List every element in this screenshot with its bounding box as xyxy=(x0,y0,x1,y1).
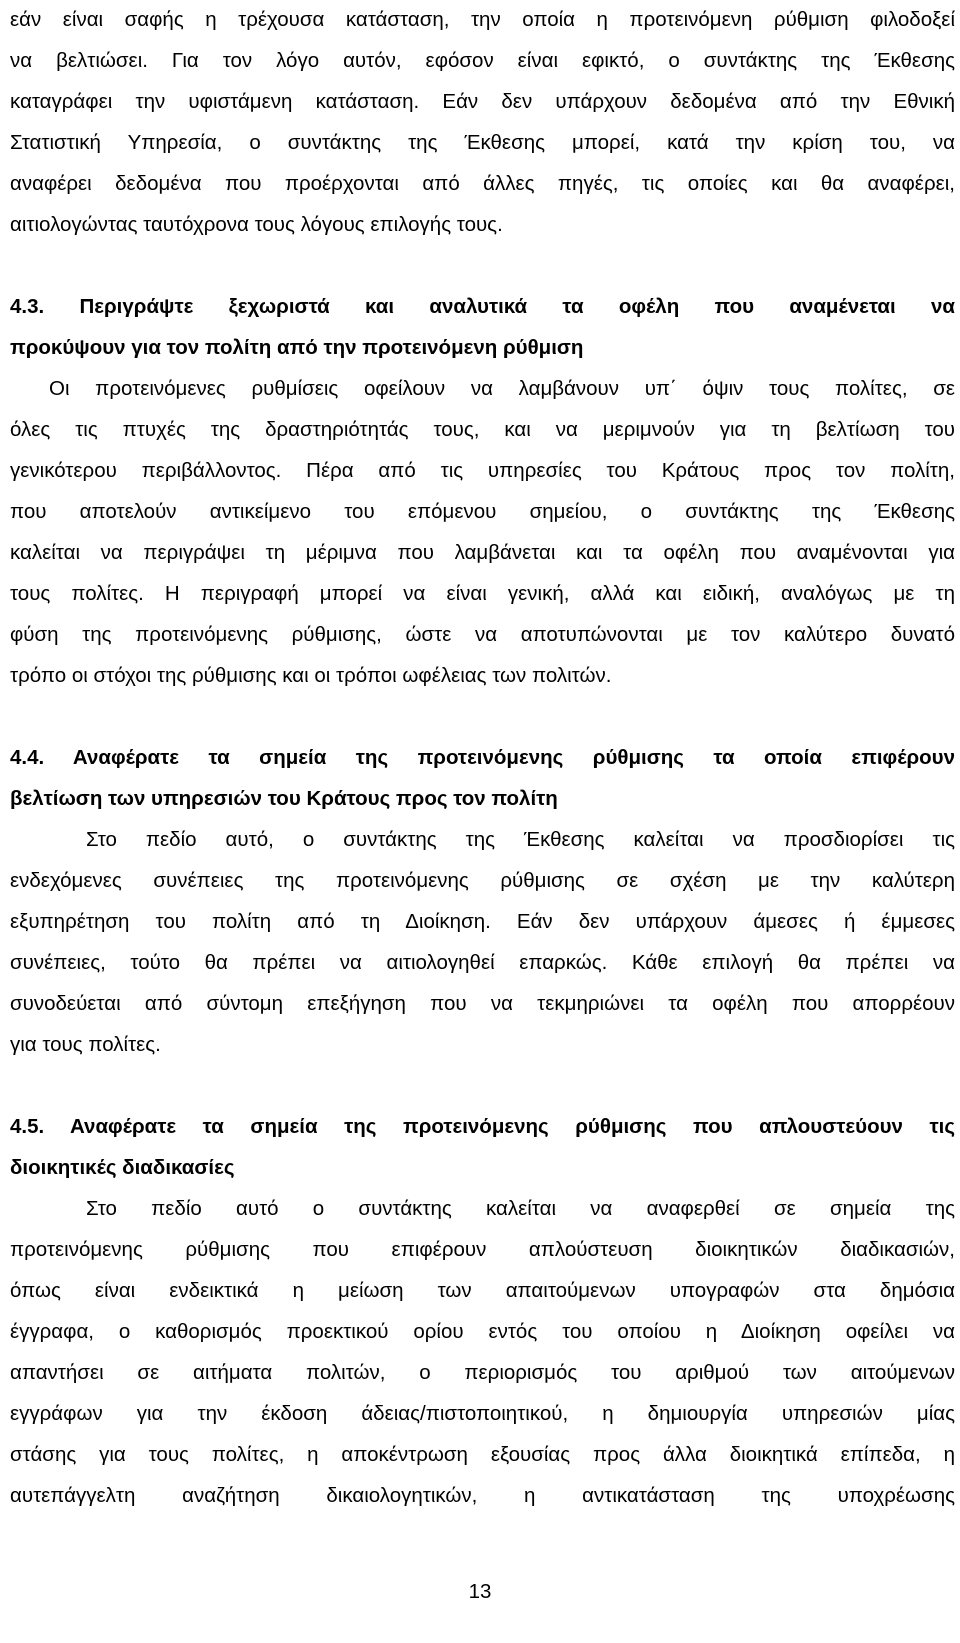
text-line: συνοδεύεται από σύντομη επεξήγηση που να τεκμηριώνει τα οφέλη που απορρέουν xyxy=(10,992,955,1015)
text-line: όπως είναι ενδεικτικά η μείωση των απαιτούμενων υπογραφών στα δημόσια xyxy=(10,1279,955,1302)
text-line: Στο πεδίο αυτό ο συντάκτης καλείται να αναφερθεί σε σημεία της xyxy=(86,1197,955,1220)
text-line: αναφέρει δεδομένα που προέρχονται από άλλες πηγές, τις οποίες και θα αναφέρει, xyxy=(10,172,955,195)
text-line: τρόπο οι στόχοι της ρύθμισης και οι τρόποι ωφέλειας των πολιτών. xyxy=(10,664,612,687)
section-heading-4-4-cont: βελτίωση των υπηρεσιών του Κράτους προς τον πολίτη xyxy=(10,787,558,810)
text-line: συνέπειες, τούτο θα πρέπει να αιτιολογηθεί επαρκώς. Κάθε επιλογή θα πρέπει να xyxy=(10,951,955,974)
section-heading-4-3: 4.3. Περιγράψτε ξεχωριστά και αναλυτικά τα οφέλη που αναμένεται να xyxy=(10,295,955,318)
text-line: απαντήσει σε αιτήματα πολιτών, ο περιορισμός του αριθμού των αιτούμενων xyxy=(10,1361,955,1384)
text-line: εξυπηρέτηση του πολίτη από τη Διοίκηση. Εάν δεν υπάρχουν άμεσες ή έμμεσες xyxy=(10,910,955,933)
text-line: που αποτελούν αντικείμενο του επόμενου σημείου, ο συντάκτης της Έκθεσης xyxy=(10,500,955,523)
text-line: ενδεχόμενες συνέπειες της προτεινόμενης ρύθμισης σε σχέση με την καλύτερη xyxy=(10,869,955,892)
text-line: εάν είναι σαφής η τρέχουσα κατάσταση, την οποία η προτεινόμενη ρύθμιση φιλοδοξεί xyxy=(10,8,955,31)
section-heading-4-3-cont: προκύψουν για τον πολίτη από την προτεινόμενη ρύθμιση xyxy=(10,336,584,359)
section-heading-4-5: 4.5. Αναφέρατε τα σημεία της προτεινόμενης ρύθμισης που απλουστεύουν τις xyxy=(10,1115,955,1138)
text-line: γενικότερου περιβάλλοντος. Πέρα από τις υπηρεσίες του Κράτους προς τον πολίτη, xyxy=(10,459,955,482)
section-heading-4-4: 4.4. Αναφέρατε τα σημεία της προτεινόμενης ρύθμισης τα οποία επιφέρουν xyxy=(10,746,955,769)
text-line: Στο πεδίο αυτό, ο συντάκτης της Έκθεσης καλείται να προσδιορίσει τις xyxy=(86,828,955,851)
text-line: Οι προτεινόμενες ρυθμίσεις οφείλουν να λαμβάνουν υπ΄ όψιν τους πολίτες, σε xyxy=(49,377,955,400)
text-line: καλείται να περιγράψει τη μέριμνα που λαμβάνεται και τα οφέλη που αναμένονται για xyxy=(10,541,955,564)
text-line: να βελτιώσει. Για τον λόγο αυτόν, εφόσον είναι εφικτό, ο συντάκτης της Έκθεσης xyxy=(10,49,955,72)
text-line: φύση της προτεινόμενης ρύθμισης, ώστε να αποτυπώνονται με τον καλύτερο δυνατό xyxy=(10,623,955,646)
text-line: Στατιστική Υπηρεσία, ο συντάκτης της Έκθεσης μπορεί, κατά την κρίση του, να xyxy=(10,131,955,154)
page-number: 13 xyxy=(468,1580,492,1603)
text-line: όλες τις πτυχές της δραστηριότητάς τους, και να μεριμνούν για τη βελτίωση του xyxy=(10,418,955,441)
text-line: στάσης για τους πολίτες, η αποκέντρωση εξουσίας προς άλλα διοικητικά επίπεδα, η xyxy=(10,1443,955,1466)
section-heading-4-5-cont: διοικητικές διαδικασίες xyxy=(10,1156,235,1179)
text-line: αιτιολογώντας ταυτόχρονα τους λόγους επιλογής τους. xyxy=(10,213,503,236)
text-line: για τους πολίτες. xyxy=(10,1033,161,1056)
text-line: τους πολίτες. Η περιγραφή μπορεί να είναι γενική, αλλά και ειδική, αναλόγως με τη xyxy=(10,582,955,605)
text-line: καταγράφει την υφιστάμενη κατάσταση. Εάν δεν υπάρχουν δεδομένα από την Εθνική xyxy=(10,90,955,113)
text-line: αυτεπάγγελτη αναζήτηση δικαιολογητικών, η αντικατάσταση της υποχρέωσης xyxy=(10,1484,955,1507)
text-line: εγγράφων για την έκδοση άδειας/πιστοποιητικού, η δημιουργία υπηρεσιών μίας xyxy=(10,1402,955,1425)
text-line: προτεινόμενης ρύθμισης που επιφέρουν απλούστευση διοικητικών διαδικασιών, xyxy=(10,1238,955,1261)
text-line: έγγραφα, ο καθορισμός προεκτικού ορίου εντός του οποίου η Διοίκηση οφείλει να xyxy=(10,1320,955,1343)
